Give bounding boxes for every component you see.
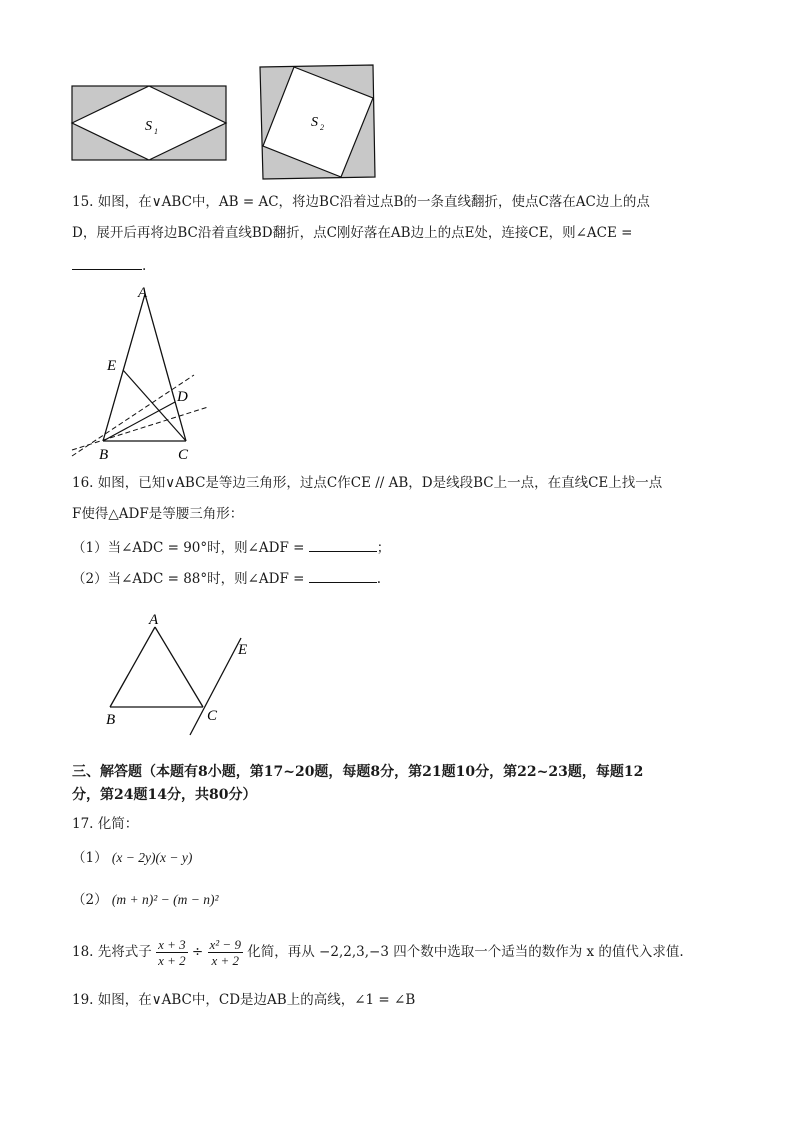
q16-label-b: B: [106, 712, 116, 728]
section3-heading-2: 分，第24题14分，共80分）: [72, 787, 257, 803]
q16-text-1: 如图，已知∨ABC是等边三角形，过点C作CE // AB，D是线段BC上一点，在直线CE上找一点: [97, 475, 663, 491]
q16-line1: [72, 474, 662, 492]
q16-sub1: [72, 537, 390, 557]
q16-number: 16.: [72, 475, 94, 491]
q17-sub2-label: （2）: [72, 892, 108, 908]
q15-number: 15.: [72, 194, 94, 210]
q17-sub1-label: （1）: [72, 850, 108, 866]
q15-line1: [72, 193, 650, 211]
q16-sub1-end: ；: [376, 540, 391, 556]
q16-sub1-blank[interactable]: [309, 537, 377, 552]
q18-frac1-num: x + 3: [158, 937, 186, 952]
q19-line: 19. 如图，在∨ABC中，CD是边AB上的高线，∠1 = ∠B: [72, 992, 416, 1008]
q15-label-c: C: [178, 447, 189, 463]
s2-sub: 2: [320, 123, 324, 132]
q18-frac1-den: x + 2: [158, 953, 186, 968]
q16-sub2-text: （2）当∠ADC = 88°时，则∠ADF =: [72, 571, 305, 587]
q15-end: .: [142, 258, 147, 274]
figure-s2: [255, 62, 381, 186]
q17-sub2-expr: (m + n)² − (m − n)²: [111, 892, 219, 907]
q16-label-c: C: [207, 708, 218, 724]
q15-answer-blank[interactable]: [72, 255, 142, 270]
q18-operator: ÷: [191, 944, 204, 960]
q18-prefix: 18. 先将式子: [72, 944, 152, 960]
q18-fraction-2: [208, 937, 243, 968]
q16-label-a: A: [149, 612, 159, 628]
q17-title: 17. 化简：: [72, 816, 139, 832]
q15-text-1: 如图，在∨ABC中，AB = AC，将边BC沿着过点B的一条直线翻折，使点C落在AC边上的点: [97, 194, 650, 210]
figure-s1: [70, 84, 230, 164]
q15-line2: [72, 224, 632, 242]
q16-label-e: E: [238, 642, 248, 658]
s1-label: S: [145, 119, 152, 134]
q15-label-d: D: [177, 389, 188, 405]
figure-q16-triangle: [100, 605, 260, 740]
q16-line2: [72, 505, 243, 523]
q16-sub2-blank[interactable]: [309, 568, 377, 583]
q16-text-2: F使得△ADF是等腰三角形：: [72, 506, 244, 522]
q15-label-b: B: [99, 447, 109, 463]
s1-sub: 1: [154, 127, 158, 136]
q18-line: [72, 932, 684, 972]
q18-fraction-1: [156, 937, 188, 968]
q15-label-e: E: [107, 358, 117, 374]
q18-frac2-num: x² − 9: [209, 937, 241, 952]
q15-label-a: A: [138, 285, 148, 301]
q15-text-2: D，展开后再将边BC沿着直线BD翻折，点C刚好落在AB边上的点E处，连接CE，则∠ACE =: [72, 225, 633, 241]
section3-heading-1: 三、解答题（本题有8小题，第17~20题，每题8分，第21题10分，第22~23题，每题12: [72, 764, 644, 780]
q16-sub2-end: .: [376, 571, 382, 587]
q18-frac2-den: x + 2: [211, 953, 240, 968]
q18-suffix: 化简，再从 −2,2,3,−3 四个数中选取一个适当的数作为 x 的值代入求值.: [247, 944, 684, 960]
q17-sub1-expr: (x − 2y)(x − y): [111, 850, 193, 865]
q15-answer-line: [72, 255, 146, 275]
q17-sub1: [72, 849, 192, 867]
q17-sub2: [72, 891, 219, 909]
q16-sub1-text: （1）当∠ADC = 90°时，则∠ADF =: [72, 540, 305, 556]
s2-label: S: [311, 115, 318, 130]
q16-sub2: [72, 568, 381, 588]
figure-q15-triangle: [68, 280, 218, 465]
